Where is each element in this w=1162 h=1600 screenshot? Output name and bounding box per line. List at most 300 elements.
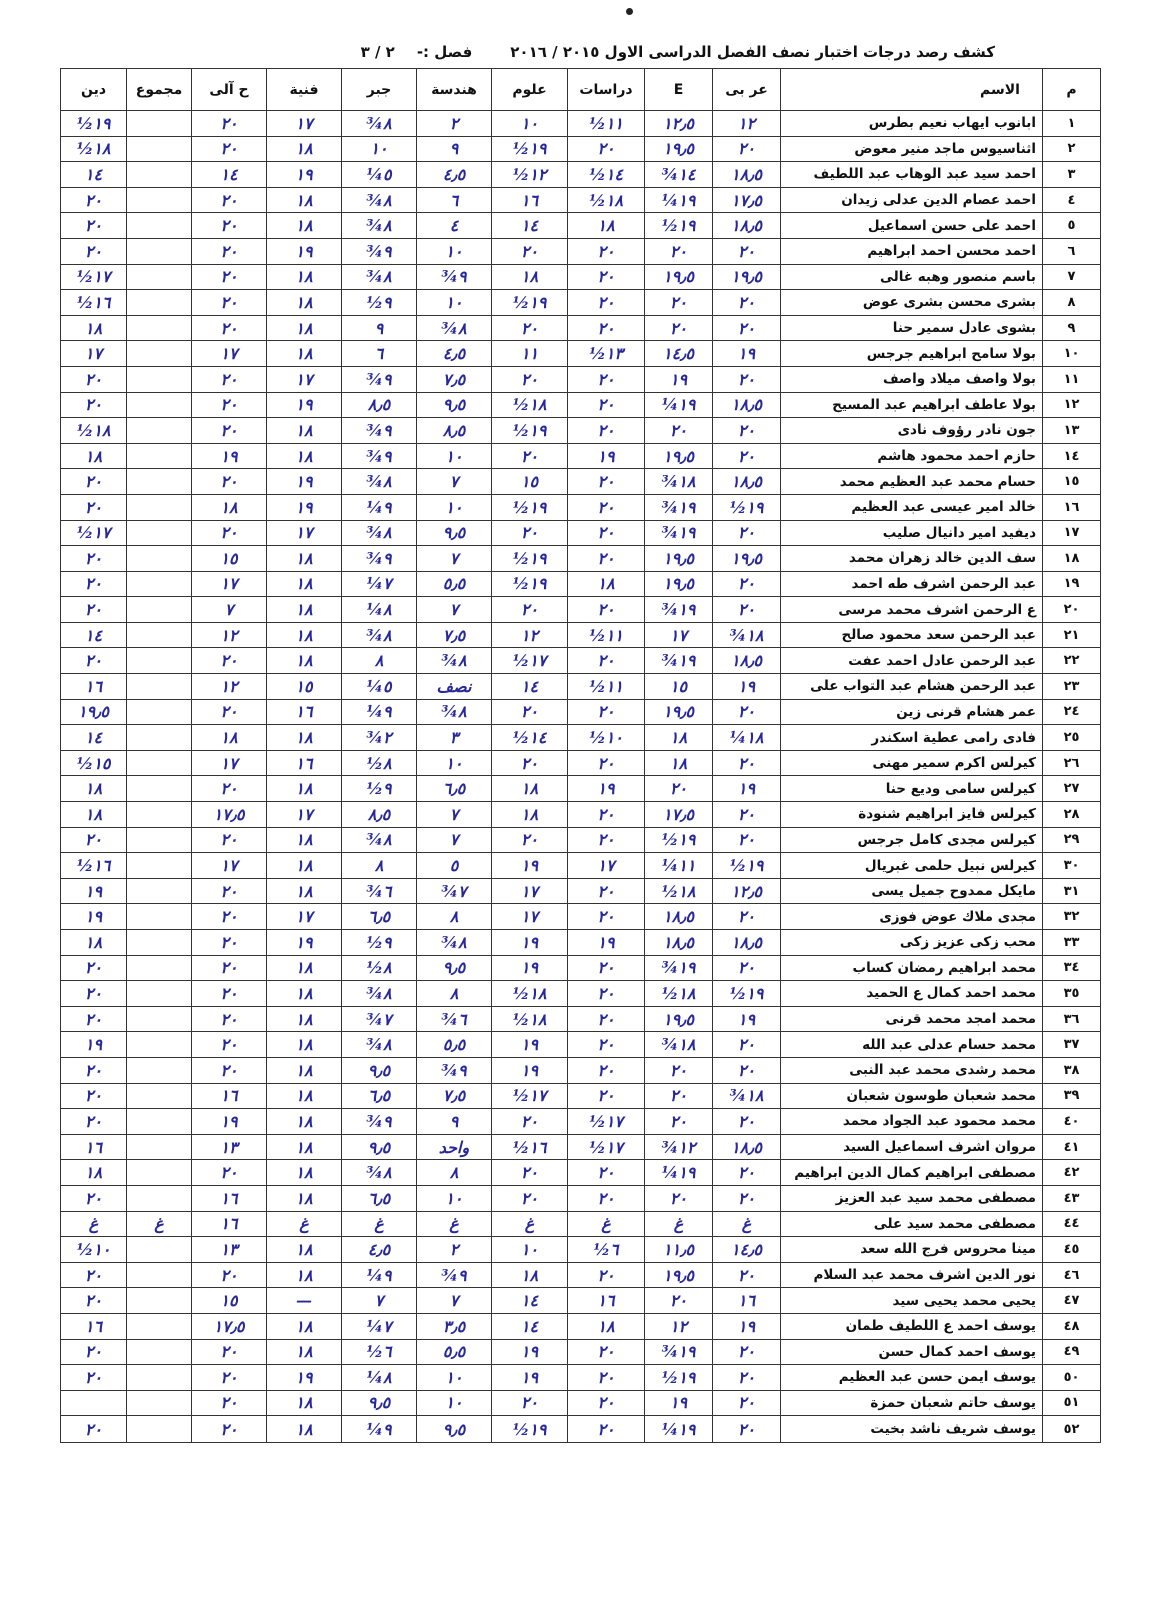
- grade-computer: ٢٠: [192, 1057, 267, 1083]
- grade-art: ١٨: [267, 1339, 342, 1365]
- student-number: ٢١: [1043, 622, 1101, 648]
- grade-algebra: ٩½: [342, 776, 417, 802]
- student-number: ٤٣: [1043, 1185, 1101, 1211]
- grade-total: [127, 469, 192, 495]
- grade-religion: ٢٠: [61, 494, 127, 520]
- student-name: يوسف احمد كمال حسن: [781, 1339, 1043, 1365]
- grade-english: ١٢: [645, 1313, 713, 1339]
- grade-total: [127, 1262, 192, 1288]
- grade-computer: ٢٠: [192, 264, 267, 290]
- student-name: ديفيد امير دانيال صليب: [781, 520, 1043, 546]
- grade-religion: ٢٠: [61, 981, 127, 1007]
- table-row: [61, 827, 1101, 853]
- grade-science: ١٩½: [492, 494, 568, 520]
- grade-geometry: ٨: [417, 904, 492, 930]
- table-row: [61, 1006, 1101, 1032]
- grade-art: ١٨: [267, 1057, 342, 1083]
- grade-religion: ٢٠: [61, 213, 127, 239]
- grade-religion: ١٨½: [61, 136, 127, 162]
- grade-geometry: ٨٫٥: [417, 418, 492, 444]
- grade-computer: ٢٠: [192, 904, 267, 930]
- student-name: بولا عاطف ابراهيم عبد المسيح: [781, 392, 1043, 418]
- student-number: ٧: [1043, 264, 1101, 290]
- student-number: ٢٣: [1043, 674, 1101, 700]
- grade-geometry: ٨¾: [417, 699, 492, 725]
- grade-science: ١٤: [492, 674, 568, 700]
- student-name: مينا محروس فرج الله سعد: [781, 1237, 1043, 1263]
- grade-geometry: نصف: [417, 674, 492, 700]
- student-name: جون نادر رؤوف نادى: [781, 418, 1043, 444]
- grade-science: ٢٠: [492, 597, 568, 623]
- grade-science: ١٤: [492, 1313, 568, 1339]
- student-name: محمد محمود عبد الجواد محمد: [781, 1109, 1043, 1135]
- table-row: [61, 290, 1101, 316]
- grade-religion: ١٩: [61, 904, 127, 930]
- table-row: [61, 366, 1101, 392]
- grade-geometry: ٧٫٥: [417, 366, 492, 392]
- grade-algebra: ٩½: [342, 930, 417, 956]
- grade-art: ١٨: [267, 1134, 342, 1160]
- grade-religion: ١٧½: [61, 520, 127, 546]
- student-name: يوسف شريف ناشد بخيت: [781, 1416, 1043, 1443]
- grade-art: ١٨: [267, 725, 342, 751]
- grade-art: ١٨: [267, 315, 342, 341]
- grade-geometry: ٩٫٥: [417, 1416, 492, 1443]
- grade-total: [127, 853, 192, 879]
- student-name: فادى رامى عطية اسكندر: [781, 725, 1043, 751]
- table-row: [61, 674, 1101, 700]
- student-name: عبد الرحمن اشرف طه احمد: [781, 571, 1043, 597]
- student-name: محمد حسام عدلى عبد الله: [781, 1032, 1043, 1058]
- grade-total: [127, 238, 192, 264]
- grade-geometry: ١٠: [417, 443, 492, 469]
- grade-religion: ١٩: [61, 878, 127, 904]
- grade-geometry: ٨¾: [417, 930, 492, 956]
- grade-science: ١٨: [492, 802, 568, 828]
- student-name: سف الدين خالد زهران محمد: [781, 546, 1043, 572]
- grade-algebra: ٨¾: [342, 520, 417, 546]
- grade-algebra: ٦½: [342, 1339, 417, 1365]
- grade-english: ١٢¾: [645, 1134, 713, 1160]
- grade-arabic: ٢٠: [713, 136, 781, 162]
- grade-computer: ٢٠: [192, 1390, 267, 1416]
- grade-geometry: ٧: [417, 802, 492, 828]
- student-number: ٣٤: [1043, 955, 1101, 981]
- grade-english: ١١¼: [645, 853, 713, 879]
- table-row: [61, 1211, 1101, 1237]
- grade-algebra: ٩¾: [342, 418, 417, 444]
- grade-religion: ٢٠: [61, 238, 127, 264]
- col-header-religion: دين: [61, 69, 127, 111]
- student-number: ٥٠: [1043, 1365, 1101, 1391]
- student-number: ١٠: [1043, 341, 1101, 367]
- student-number: ١٥: [1043, 469, 1101, 495]
- grade-english: ١٩٫٥: [645, 264, 713, 290]
- grade-religion: ٢٠: [61, 1339, 127, 1365]
- grade-studies: ٢٠: [568, 1006, 645, 1032]
- student-name: نور الدين اشرف محمد عبد السلام: [781, 1262, 1043, 1288]
- grade-studies: ١٨½: [568, 187, 645, 213]
- grade-total: [127, 443, 192, 469]
- grade-studies: ٢٠: [568, 878, 645, 904]
- grade-algebra: ٦٫٥: [342, 1083, 417, 1109]
- grade-computer: ٢٠: [192, 648, 267, 674]
- grade-algebra: ٨½: [342, 750, 417, 776]
- grade-religion: ١٨: [61, 1160, 127, 1186]
- grade-geometry: ١٠: [417, 1185, 492, 1211]
- grade-english: ١٨½: [645, 981, 713, 1007]
- grade-arabic: ٢٠: [713, 315, 781, 341]
- grade-religion: ٢٠: [61, 1288, 127, 1314]
- grade-science: ١٤: [492, 1288, 568, 1314]
- table-row: [61, 315, 1101, 341]
- grade-geometry: ٧¾: [417, 878, 492, 904]
- grade-computer: ١٧٫٥: [192, 1313, 267, 1339]
- grade-studies: ١٠½: [568, 725, 645, 751]
- grade-computer: ١٥: [192, 1288, 267, 1314]
- student-name: حسام محمد عبد العظيم محمد: [781, 469, 1043, 495]
- grade-art: ١٨: [267, 136, 342, 162]
- grade-arabic: ١٤٫٥: [713, 1237, 781, 1263]
- grade-english: ١٩¼: [645, 187, 713, 213]
- student-number: ٤: [1043, 187, 1101, 213]
- student-number: ٢٧: [1043, 776, 1101, 802]
- student-number: ٣٠: [1043, 853, 1101, 879]
- grade-english: ١٤¾: [645, 162, 713, 188]
- grade-total: [127, 1083, 192, 1109]
- table-row: [61, 1416, 1101, 1443]
- grade-geometry: ٩¾: [417, 1262, 492, 1288]
- grade-computer: ١٣: [192, 1134, 267, 1160]
- grade-studies: ١٧½: [568, 1134, 645, 1160]
- grade-algebra: ٤٫٥: [342, 1237, 417, 1263]
- grade-religion: ٢٠: [61, 1006, 127, 1032]
- grade-studies: ٢٠: [568, 1185, 645, 1211]
- grade-art: ١٩: [267, 469, 342, 495]
- grade-science: غ: [492, 1211, 568, 1237]
- grade-english: ١١٫٥: [645, 1237, 713, 1263]
- grade-arabic: ٢٠: [713, 366, 781, 392]
- grade-algebra: ٩¼: [342, 1416, 417, 1443]
- grade-computer: ١٥: [192, 546, 267, 572]
- student-number: ٢٤: [1043, 699, 1101, 725]
- grade-science: ٢٠: [492, 443, 568, 469]
- grade-total: [127, 571, 192, 597]
- grade-computer: ٢٠: [192, 290, 267, 316]
- grade-art: ١٨: [267, 418, 342, 444]
- grade-science: ١٧½: [492, 648, 568, 674]
- student-name: مجدى ملاك عوض فوزى: [781, 904, 1043, 930]
- grade-art: ١٨: [267, 853, 342, 879]
- grade-studies: ٢٠: [568, 315, 645, 341]
- grade-total: [127, 1339, 192, 1365]
- table-row: [61, 341, 1101, 367]
- grade-total: [127, 1185, 192, 1211]
- student-name: مصطفى ابراهيم كمال الدين ابراهيم: [781, 1160, 1043, 1186]
- grade-english: ١٩٫٥: [645, 443, 713, 469]
- grade-arabic: ٢٠: [713, 1390, 781, 1416]
- grade-algebra: ٩¼: [342, 1262, 417, 1288]
- grade-algebra: ٩¾: [342, 366, 417, 392]
- student-name: محمد ابراهيم رمضان كساب: [781, 955, 1043, 981]
- grade-geometry: ١٠: [417, 1365, 492, 1391]
- table-row: [61, 955, 1101, 981]
- grade-studies: ٢٠: [568, 597, 645, 623]
- table-row: [61, 1057, 1101, 1083]
- grade-computer: ١٨: [192, 494, 267, 520]
- grade-computer: ٢٠: [192, 1365, 267, 1391]
- grade-computer: ٢٠: [192, 392, 267, 418]
- grade-english: ١٩½: [645, 827, 713, 853]
- student-name: احمد سيد عبد الوهاب عبد اللطيف: [781, 162, 1043, 188]
- grade-science: ١٩: [492, 955, 568, 981]
- grade-total: [127, 494, 192, 520]
- grade-science: ١٠: [492, 111, 568, 137]
- grade-algebra: ٨¾: [342, 622, 417, 648]
- grade-science: ١٨: [492, 1262, 568, 1288]
- grade-algebra: ٨: [342, 853, 417, 879]
- grade-english: ١٥: [645, 674, 713, 700]
- grade-computer: ١٤: [192, 162, 267, 188]
- student-name: محمد احمد كمال ع الحميد: [781, 981, 1043, 1007]
- grade-arabic: ٢٠: [713, 571, 781, 597]
- grade-english: ١٩: [645, 366, 713, 392]
- grade-science: ٢٠: [492, 1185, 568, 1211]
- grade-art: ١٨: [267, 1109, 342, 1135]
- grade-science: ١٧: [492, 878, 568, 904]
- grade-total: [127, 315, 192, 341]
- grade-studies: ٢٠: [568, 802, 645, 828]
- grade-studies: ١٧½: [568, 1109, 645, 1135]
- student-number: ١١: [1043, 366, 1101, 392]
- grade-english: ٢٠: [645, 418, 713, 444]
- grade-computer: ٢٠: [192, 1006, 267, 1032]
- grade-arabic: ٢٠: [713, 418, 781, 444]
- grade-studies: ١٨: [568, 571, 645, 597]
- grade-total: [127, 981, 192, 1007]
- table-row: [61, 981, 1101, 1007]
- grade-total: [127, 187, 192, 213]
- grade-studies: ٢٠: [568, 366, 645, 392]
- table-row: [61, 187, 1101, 213]
- grade-english: غ: [645, 1211, 713, 1237]
- student-number: ٣٩: [1043, 1083, 1101, 1109]
- table-row: [61, 520, 1101, 546]
- student-number: ٤٨: [1043, 1313, 1101, 1339]
- grade-science: ٢٠: [492, 1160, 568, 1186]
- grade-geometry: ٧: [417, 469, 492, 495]
- grade-computer: ٢٠: [192, 1160, 267, 1186]
- grade-computer: ٢٠: [192, 238, 267, 264]
- grade-studies: ٢٠: [568, 1416, 645, 1443]
- student-name: يحيى محمد يحيى سيد: [781, 1288, 1043, 1314]
- grade-studies: ٢٠: [568, 238, 645, 264]
- grade-art: ١٦: [267, 699, 342, 725]
- grade-computer: ١٧: [192, 571, 267, 597]
- grade-algebra: ٨¾: [342, 1160, 417, 1186]
- grade-english: ١٧: [645, 622, 713, 648]
- grade-religion: ١٩½: [61, 111, 127, 137]
- grade-computer: ١٩: [192, 1109, 267, 1135]
- grade-english: ١٨: [645, 725, 713, 751]
- grade-science: ١٦½: [492, 1134, 568, 1160]
- grade-studies: ١١½: [568, 674, 645, 700]
- grade-english: ٢٠: [645, 1057, 713, 1083]
- grade-studies: ٦½: [568, 1237, 645, 1263]
- grade-arabic: ١٩½: [713, 981, 781, 1007]
- grade-religion: ١٨: [61, 315, 127, 341]
- student-number: ٢٥: [1043, 725, 1101, 751]
- grade-art: ١٧: [267, 366, 342, 392]
- grade-english: ١٩¾: [645, 648, 713, 674]
- student-number: ٥٢: [1043, 1416, 1101, 1443]
- grade-english: ١٨٫٥: [645, 904, 713, 930]
- grade-english: ١٩¼: [645, 1416, 713, 1443]
- grade-total: [127, 878, 192, 904]
- student-number: ٢٠: [1043, 597, 1101, 623]
- grade-religion: ٢٠: [61, 1185, 127, 1211]
- student-number: ٣٨: [1043, 1057, 1101, 1083]
- grade-total: [127, 264, 192, 290]
- grade-religion: [61, 1390, 127, 1416]
- grade-arabic: ١٨٫٥: [713, 648, 781, 674]
- grade-religion: ٢٠: [61, 597, 127, 623]
- grade-total: [127, 1057, 192, 1083]
- grade-english: ١٨¾: [645, 469, 713, 495]
- grade-science: ١٩½: [492, 1416, 568, 1443]
- grade-computer: ٢٠: [192, 315, 267, 341]
- grade-computer: ١٩: [192, 443, 267, 469]
- grade-geometry: ٩٫٥: [417, 520, 492, 546]
- grade-science: ٢٠: [492, 366, 568, 392]
- student-name: بشوى عادل سمير حنا: [781, 315, 1043, 341]
- grade-science: ١٩½: [492, 418, 568, 444]
- grade-total: [127, 111, 192, 137]
- grade-art: —: [267, 1288, 342, 1314]
- grade-science: ١٨½: [492, 981, 568, 1007]
- grade-total: [127, 392, 192, 418]
- grades-table-body: [61, 111, 1101, 1443]
- grade-arabic: ١٩٫٥: [713, 546, 781, 572]
- grade-art: ١٧: [267, 904, 342, 930]
- grade-studies: ٢٠: [568, 1262, 645, 1288]
- grade-geometry: ٩¾: [417, 264, 492, 290]
- grade-studies: ٢٠: [568, 418, 645, 444]
- grade-english: ٢٠: [645, 776, 713, 802]
- student-name: محمد امجد محمد قرنى: [781, 1006, 1043, 1032]
- grade-art: ١٨: [267, 1160, 342, 1186]
- grade-english: ١٩٫٥: [645, 546, 713, 572]
- grade-arabic: ٢٠: [713, 290, 781, 316]
- grade-religion: ٢٠: [61, 546, 127, 572]
- grade-geometry: ٢: [417, 111, 492, 137]
- grade-geometry: ٨: [417, 981, 492, 1007]
- grade-art: ١٨: [267, 981, 342, 1007]
- grade-studies: ٢٠: [568, 1390, 645, 1416]
- student-number: ٤٥: [1043, 1237, 1101, 1263]
- student-number: ١٨: [1043, 546, 1101, 572]
- grade-geometry: ٤٫٥: [417, 162, 492, 188]
- grade-science: ١١: [492, 341, 568, 367]
- student-name: محمد شعبان طوسون شعبان: [781, 1083, 1043, 1109]
- grade-computer: ٢٠: [192, 366, 267, 392]
- student-name: كيرلس اكرم سمير مهنى: [781, 750, 1043, 776]
- table-row: [61, 853, 1101, 879]
- grade-studies: ١٨: [568, 213, 645, 239]
- grade-english: ٢٠: [645, 1288, 713, 1314]
- grade-art: ١٩: [267, 930, 342, 956]
- grade-art: ١٩: [267, 1365, 342, 1391]
- table-row: [61, 1339, 1101, 1365]
- grade-arabic: ١٧٫٥: [713, 187, 781, 213]
- grade-arabic: ١٩: [713, 776, 781, 802]
- table-row: [61, 1160, 1101, 1186]
- student-name: بولا سامح ابراهيم جرجس: [781, 341, 1043, 367]
- grade-religion: ١٧½: [61, 264, 127, 290]
- col-header-science: علوم: [492, 69, 568, 111]
- student-name: عبد الرحمن هشام عبد التواب على: [781, 674, 1043, 700]
- grade-arabic: ٢٠: [713, 520, 781, 546]
- table-row: [61, 1262, 1101, 1288]
- grade-religion: غ: [61, 1211, 127, 1237]
- grade-art: ١٨: [267, 443, 342, 469]
- grade-total: [127, 699, 192, 725]
- grade-science: ١٨: [492, 776, 568, 802]
- student-name: اثناسيوس ماجد منير معوض: [781, 136, 1043, 162]
- grade-geometry: ١٠: [417, 750, 492, 776]
- grade-art: ١٨: [267, 1313, 342, 1339]
- col-header-name: الاسم: [781, 69, 1043, 111]
- grade-arabic: ١٨¼: [713, 725, 781, 751]
- grade-geometry: ٨¾: [417, 648, 492, 674]
- col-header-total: مجموع: [127, 69, 192, 111]
- student-number: ٢٨: [1043, 802, 1101, 828]
- grade-algebra: ٧¾: [342, 1006, 417, 1032]
- student-name: خالد امير عيسى عبد العظيم: [781, 494, 1043, 520]
- grade-studies: ٢٠: [568, 1339, 645, 1365]
- grade-algebra: ٨¾: [342, 469, 417, 495]
- grade-arabic: ٢٠: [713, 955, 781, 981]
- grade-computer: ٢٠: [192, 930, 267, 956]
- grade-total: [127, 1109, 192, 1135]
- grade-arabic: ٢٠: [713, 1365, 781, 1391]
- grade-studies: غ: [568, 1211, 645, 1237]
- grade-geometry: ٧٫٥: [417, 622, 492, 648]
- grade-algebra: ٨¾: [342, 213, 417, 239]
- student-number: ٣٢: [1043, 904, 1101, 930]
- grade-computer: ٢٠: [192, 418, 267, 444]
- grade-english: ١٢٫٥: [645, 111, 713, 137]
- student-name: احمد عصام الدين عدلى زيدان: [781, 187, 1043, 213]
- grade-arabic: غ: [713, 1211, 781, 1237]
- grade-studies: ١٣½: [568, 341, 645, 367]
- grade-algebra: ٨: [342, 648, 417, 674]
- grade-studies: ٢٠: [568, 904, 645, 930]
- table-row: [61, 111, 1101, 137]
- table-row: [61, 597, 1101, 623]
- student-number: ٣٥: [1043, 981, 1101, 1007]
- grade-studies: ٢٠: [568, 392, 645, 418]
- grade-arabic: ١٩½: [713, 494, 781, 520]
- grade-english: ١٩٫٥: [645, 699, 713, 725]
- grade-english: ٢٠: [645, 1185, 713, 1211]
- grade-art: ١٦: [267, 750, 342, 776]
- grade-religion: ٢٠: [61, 366, 127, 392]
- grade-computer: ٢٠: [192, 878, 267, 904]
- grade-computer: ٢٠: [192, 111, 267, 137]
- grade-religion: ١٦½: [61, 853, 127, 879]
- grade-computer: ٢٠: [192, 187, 267, 213]
